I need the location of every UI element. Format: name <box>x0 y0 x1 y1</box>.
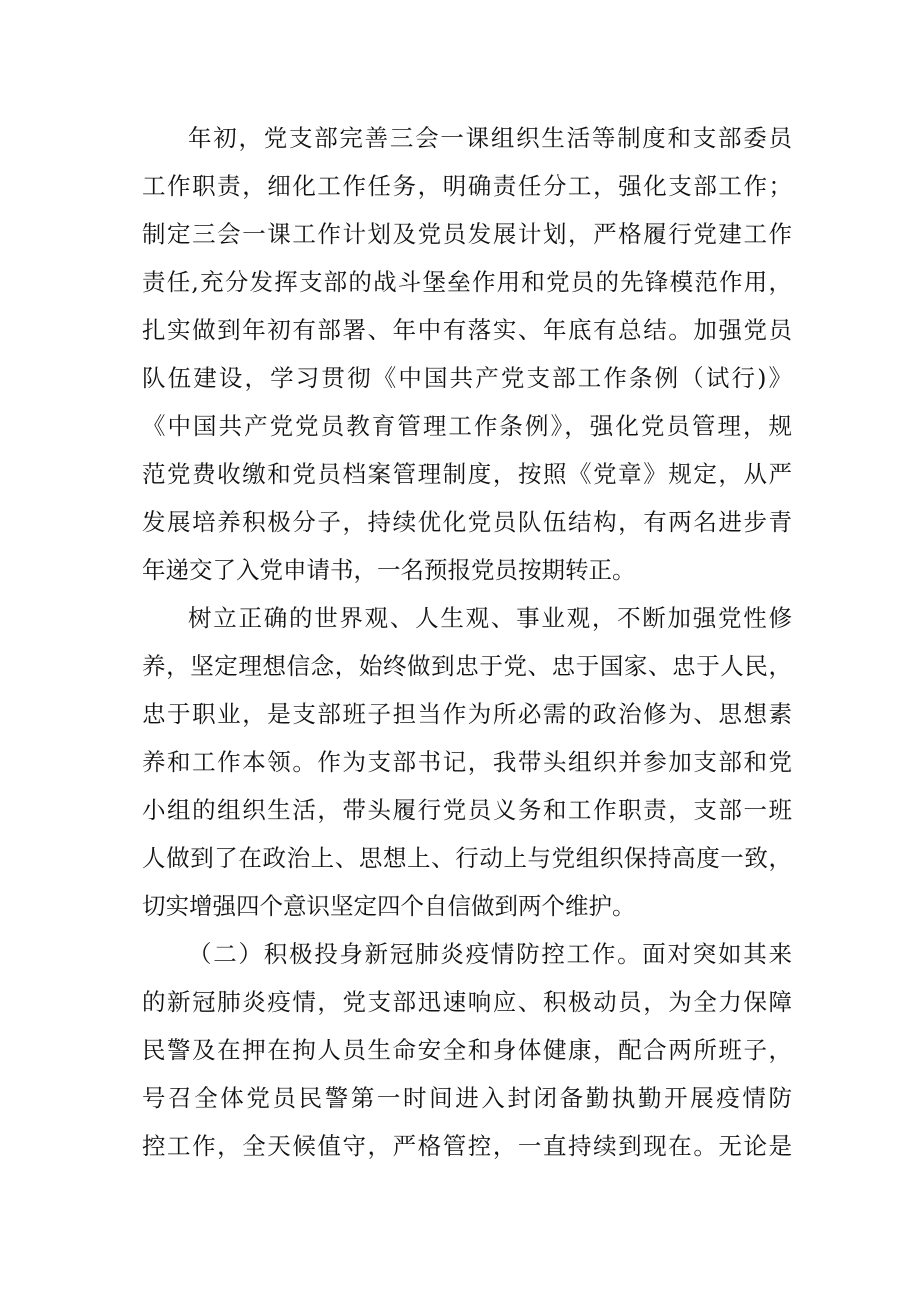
text-line: 队伍建设，学习贯彻《中国共产党支部工作条例（试行)》 <box>142 364 792 392</box>
text-line: 工作职责，细化工作任务，明确责任分工，强化支部工作； <box>142 172 792 200</box>
text-line: （二）积极投身新冠肺炎疫情防控工作。面对突如其来 <box>188 940 792 968</box>
text-line: 号召全体党员民警第一时间进入封闭备勤执勤开展疫情防 <box>142 1084 792 1112</box>
text-line: 范党费收缴和党员档案管理制度，按照《党章》规定，从严 <box>142 460 792 488</box>
text-line: 的新冠肺炎疫情，党支部迅速响应、积极动员，为全力保障 <box>142 988 792 1016</box>
text-line: 人做到了在政治上、思想上、行动上与党组织保持高度一致， <box>142 844 792 872</box>
text-line: 年初，党支部完善三会一课组织生活等制度和支部委员 <box>188 124 792 152</box>
text-line: 制定三会一课工作计划及党员发展计划，严格履行党建工作 <box>142 220 792 248</box>
text-line: 树立正确的世界观、人生观、事业观，不断加强党性修 <box>188 604 792 632</box>
text-line: 年递交了入党申请书，一名预报党员按期转正。 <box>142 556 636 584</box>
text-line: 扎实做到年初有部署、年中有落实、年底有总结。加强党员 <box>142 316 792 344</box>
text-line: 民警及在押在拘人员生命安全和身体健康，配合两所班子， <box>142 1036 792 1064</box>
text-line: 控工作，全天候值守，严格管控，一直持续到现在。无论是 <box>142 1132 792 1160</box>
text-line: 养和工作本领。作为支部书记，我带头组织并参加支部和党 <box>142 748 792 776</box>
text-line: 忠于职业，是支部班子担当作为所必需的政治修为、思想素 <box>142 700 792 728</box>
text-line: 小组的组织生活，带头履行党员义务和工作职责，支部一班 <box>142 796 792 824</box>
text-line: 《中国共产党党员教育管理工作条例》，强化党员管理，规 <box>142 412 792 440</box>
text-line: 责任,充分发挥支部的战斗堡垒作用和党员的先锋模范作用， <box>142 268 792 296</box>
text-line: 养，坚定理想信念，始终做到忠于党、忠于国家、忠于人民， <box>142 652 792 680</box>
text-line: 切实增强四个意识坚定四个自信做到两个维护。 <box>142 892 636 920</box>
text-line: 发展培养积极分子，持续优化党员队伍结构，有两名进步青 <box>142 508 792 536</box>
